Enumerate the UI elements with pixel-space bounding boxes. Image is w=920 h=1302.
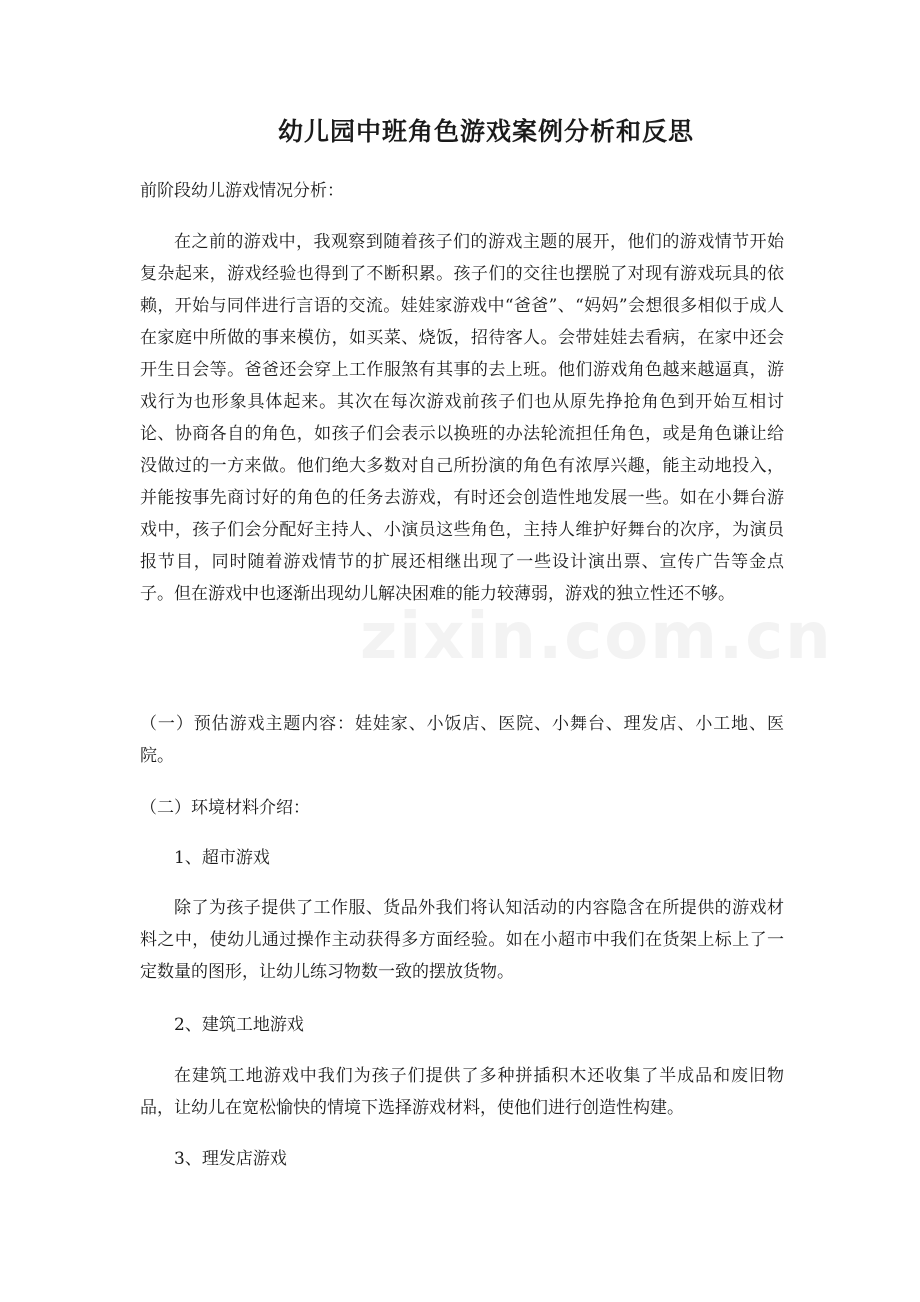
sub-2-heading: 2、建筑工地游戏 <box>174 1015 304 1035</box>
sub-3-heading: 3、理发店游戏 <box>174 1149 287 1169</box>
section-heading: 前阶段幼儿游戏情况分析： <box>140 181 344 201</box>
sub-2-paragraph: 在建筑工地游戏中我们为孩子们提供了多种拼插积木还收集了半成品和废旧物品，让幼儿在宽松愉快的情境下选择游戏材料，使他们进行创造性构建。 <box>140 1066 784 1118</box>
item-2-heading: （二）环境材料介绍： <box>140 798 310 818</box>
watermark: zixin.com.cn <box>360 600 833 674</box>
sub-1-heading: 1、超市游戏 <box>174 848 270 868</box>
document-title: 幼儿园中班角色游戏案例分析和反思 <box>277 117 694 146</box>
intro-paragraph: 在之前的游戏中，我观察到随着孩子们的游戏主题的展开，他们的游戏情节开始复杂起来，游戏经验也得到了不断积累。孩子们的交往也摆脱了对现有游戏玩具的依赖，开始与同伴进行言语的交流。娃娃家游戏中“爸爸”、“妈妈”会想很多相似于成人在家庭中所做的事来模仿，如买菜、烧饭，招待客人。会带娃娃去看病，在家中还会开生日会等。爸爸还会穿上工作服煞有其事的去上班。他们游戏角色越来越逼真，游戏行为也形象具体起来。其次在每次游戏前孩子们也从原先挣抢角色到开始互相讨论、协商各自的角色，如孩子们会表示以换班的办法轮流担任角色，或是角色谦让给没做过的一方来做。他们绝大多数对自己所扮演的角色有浓厚兴趣，能主动地投入，并能按事先商讨好的角色的任务去游戏，有时还会创造性地发展一些。如在小舞台游戏中，孩子们会分配好主持人、小演员这些角色，主持人维护好舞台的次序，为演员报节目，同时随着游戏情节的扩展还相继出现了一些设计演出票、宣传广告等金点子。但在游戏中也逐渐出现幼儿解决困难的能力较薄弱，游戏的独立性还不够。 <box>140 232 784 604</box>
sub-1-paragraph: 除了为孩子提供了工作服、货品外我们将认知活动的内容隐含在所提供的游戏材料之中，使幼儿通过操作主动获得多方面经验。如在小超市中我们在货架上标上了一定数量的图形，让幼儿练习物数一致的摆放货物。 <box>140 898 784 982</box>
item-1-paragraph: （一）预估游戏主题内容：娃娃家、小饭店、医院、小舞台、理发店、小工地、医院。 <box>140 714 784 766</box>
